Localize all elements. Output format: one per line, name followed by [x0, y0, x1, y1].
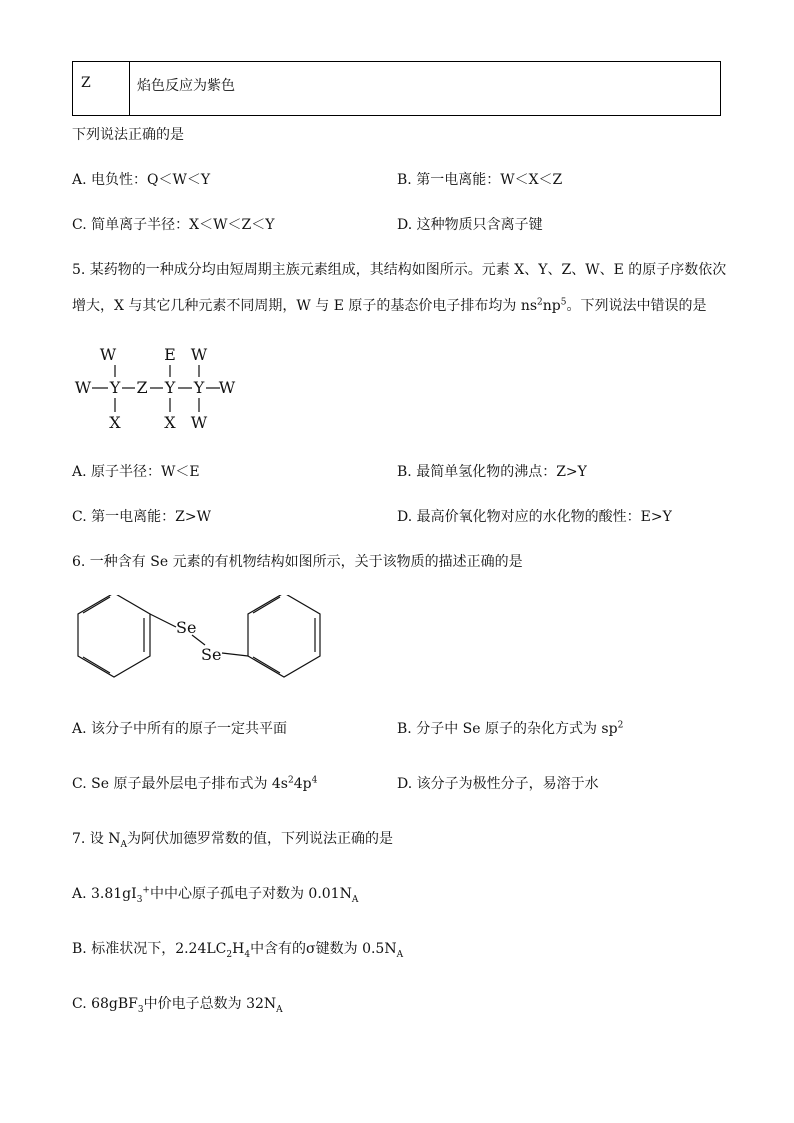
table-cell-description: 焰色反应为紫色	[137, 78, 235, 94]
q5-option-d: D. 最高价氧化物对应的水化物的酸性：E>Y	[397, 509, 672, 525]
q6-structure-diagram	[70, 595, 330, 681]
q7-option-a: A. $3.81gI_3^+$中中心原子孤电子对数为 $0.01N_A$	[72, 885, 359, 905]
q5-structure-diagram	[70, 340, 260, 436]
atom-se-1: Se	[176, 618, 197, 637]
q7-option-b: B. 标准状况下，$2.24LC_2H_4$中含有的σ键数为 $0.5N_A$	[72, 941, 404, 960]
q5-stem-line2: 增大，X 与其它几种元素不同周期，W 与 E 原子的基态价电子排布均为 $ns^2np^5$。下列说法中错误的是	[72, 297, 707, 314]
q4-option-d: D. 这种物质只含离子键	[397, 217, 543, 233]
atom-y-2: Y	[164, 378, 176, 397]
q5-option-c: C. 第一电离能：Z>W	[72, 509, 211, 525]
q4-stem: 下列说法正确的是	[72, 127, 184, 143]
element-info-table	[72, 61, 721, 116]
q4-option-b: B. 第一电离能：W＜X＜Z	[397, 172, 563, 188]
atom-y-1: Y	[109, 378, 121, 397]
benzene-ring-right	[248, 595, 320, 677]
q7-option-c: C. 68gBF$_3$中价电子总数为 $32N_A$	[72, 996, 283, 1015]
q6-option-b: B. 分子中 Se 原子的杂化方式为 $sp^2$	[397, 720, 624, 737]
atom-y-3: Y	[193, 378, 205, 397]
atom-w-top-1: W	[99, 345, 117, 364]
q6-option-c: C. Se 原子最外层电子排布式为 $4s^24p^4$	[72, 775, 318, 792]
atom-x-1: X	[109, 413, 121, 432]
q4-option-c: C. 简单离子半径：X＜W＜Z＜Y	[72, 217, 275, 233]
q6-option-a: A. 该分子中所有的原子一定共平面	[72, 721, 288, 737]
atom-w-bottom: W	[190, 413, 208, 432]
atom-se-2: Se	[201, 645, 222, 664]
atom-x-2: X	[164, 413, 176, 432]
q6-stem: 6. 一种含有 Se 元素的有机物结构如图所示，关于该物质的描述正确的是	[72, 554, 523, 570]
q5-option-b: B. 最简单氢化物的沸点：Z>Y	[397, 464, 587, 480]
table-divider	[129, 62, 130, 115]
atom-z: Z	[136, 378, 148, 397]
table-cell-element: Z	[81, 75, 91, 91]
q6-option-d: D. 该分子为极性分子，易溶于水	[397, 776, 599, 792]
q7-stem: 7. 设 $N_A$为阿伏加德罗常数的值，下列说法正确的是	[72, 831, 394, 850]
atom-w-top-2: W	[190, 345, 208, 364]
se-bonds	[150, 614, 248, 656]
atom-w-left: W	[74, 378, 92, 397]
q4-option-a: A. 电负性：Q＜W＜Y	[72, 172, 211, 188]
atom-w-right: W	[218, 378, 236, 397]
atom-e-top: E	[164, 345, 176, 364]
q5-option-a: A. 原子半径：W＜E	[72, 464, 200, 480]
q5-stem-line1: 5. 某药物的一种成分均由短周期主族元素组成，其结构如图所示。元素 X、Y、Z、W、E 的原子序数依次	[72, 262, 727, 278]
benzene-ring-left	[78, 595, 150, 677]
